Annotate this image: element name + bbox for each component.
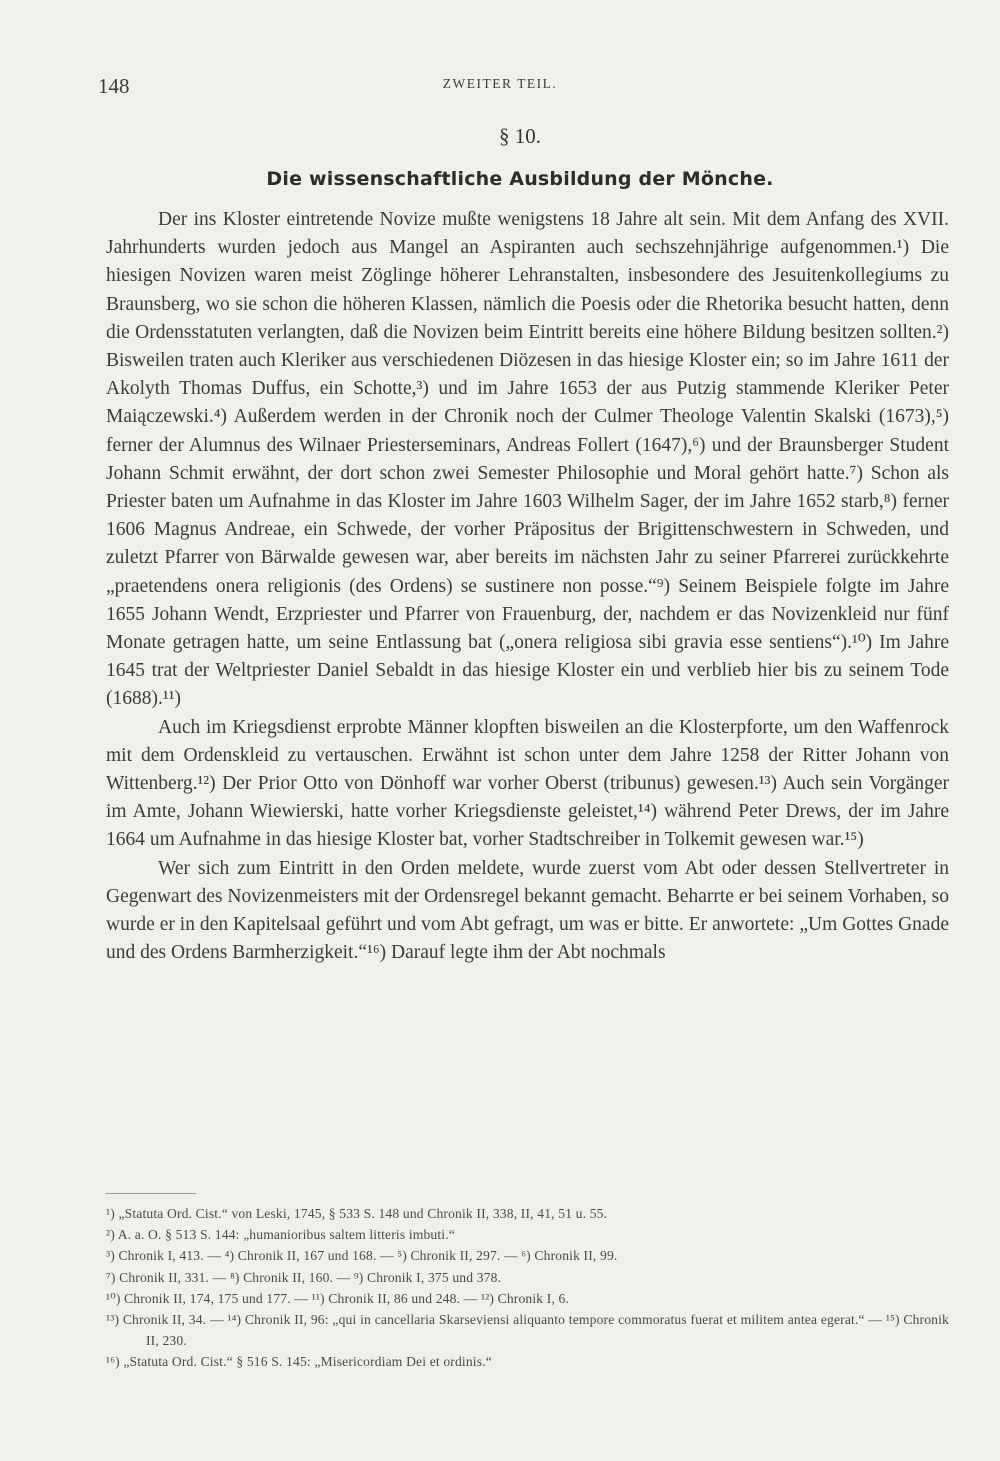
body-text	[106, 206, 949, 967]
footnote-divider	[106, 1193, 196, 1194]
footnote	[106, 1224, 949, 1245]
footnote	[106, 1245, 949, 1266]
footnote-text: ⁷) Chronik II, 331. — ⁸) Chronik II, 160. — ⁹) Chronik I, 375 und 378.	[106, 1269, 502, 1285]
footnote-text: ¹) „Statuta Ord. Cist.“ von Leski, 1745, § 533 S. 148 und Chronik II, 338, II, 41, 51 u. 55.	[106, 1206, 608, 1221]
footnote	[106, 1288, 949, 1309]
footnote-text: ¹³) Chronik II, 34. — ¹⁴) Chronik II, 96: „qui in cancellaria Skarseviensi aliquanto tempore commoratus fuerat et militem antea egerat.“ — ¹⁵) Chronik II, 230.	[106, 1312, 949, 1349]
footnote	[106, 1351, 949, 1372]
footnote-text: ¹⁶) „Statuta Ord. Cist.“ § 516 S. 145: „Misericordiam Dei et ordinis.“	[106, 1354, 492, 1370]
footnote-text: ¹⁰) Chronik II, 174, 175 und 177. — ¹¹) Chronik II, 86 und 248. — ¹²) Chronik I, 6.	[106, 1290, 570, 1306]
page-number: 148	[98, 74, 130, 98]
paragraph: Auch im Kriegsdienst erprobte Männer klopften bisweilen an die Klosterpforte, um den Waffenrock mit dem Ordenskleid zu vertauschen. Erwähnt ist schon unter dem Jahre 1258 der Ritter Johann von Wittenberg.¹²) Der Prior Otto von Dönhoff war vorher Oberst (tribunus) gewesen.¹³) Auch sein Vorgänger im Amte, Johann Wiewierski, hatte vorher Kriegsdienste geleistet,¹⁴) während Peter Drews, der im Jahre 1664 um Aufnahme in das hiesige Kloster bat, vorher Stadtschreiber in Tolkemit gewesen war.¹⁵)	[106, 716, 949, 851]
paragraph: Der ins Kloster eintretende Novize mußte wenigstens 18 Jahre alt sein. Mit dem Anfang des XVII. Jahrhunderts wurden jedoch aus Mangel an Aspiranten auch sechszehnjährige aufgenommen.¹) Die hiesigen Novizen waren meist Zöglinge höherer Lehranstalten, insbesondere des Jesuitenkollegiums zu Braunsberg, wo sie schon die höheren Klassen, nämlich die Poesis oder die Rhetorika besucht hatten, denn die Ordensstatuten verlangten, daß die Novizen beim Eintritt bereits eine höhere Bildung besitzen sollten.²) Bisweilen traten auch Kleriker aus verschiedenen Diözesen in das hiesige Kloster ein; so im Jahre 1611 der Akolyth Thomas Duffus, ein Schotte,³) und im Jahre 1653 der aus Putzig stammende Kleriker Peter Maiączewski.⁴) Außerdem werden in der Chronik noch der Culmer Theologe Valentin Skalski (1673),⁵) ferner der Alumnus des Wilnaer Priesterseminars, Andreas Follert (1647),⁶) und der Braunsberger Student Johann Schmit erwähnt, der dort schon zwei Semester Philosophie und Moral gehört hatte.⁷) Schon als Priester baten um Aufnahme in das Kloster im Jahre 1603 Wilhelm Sager, der im Jahre 1652 starb,⁸) ferner 1606 Magnus Andreae, ein Schwede, der vorher Präpositus der Brigittenschwestern in Schweden, und zuletzt Pfarrer von Bärwalde gewesen war, aber bereits im nächsten Jahr zu seiner Pfarrerei zurückkehrte „praetendens onera religionis (des Ordens) se sustinere non posse.“⁹) Seinem Beispiele folgte im Jahre 1655 Johann Wendt, Erzpriester und Pfarrer von Frauenburg, der, nachdem er das Novizenkleid nur fünf Monate getragen hatte, um seine Entlassung bat („onera religiosa sibi gravia esse sentiens“).¹⁰) Im Jahre 1645 trat der Weltpriester Daniel Sebaldt in das hiesige Kloster ein und verblieb hier bis zu seinem Tode (1688).¹¹)	[106, 209, 949, 710]
footnote	[106, 1203, 949, 1224]
footnote-text: ²) A. a. O. § 513 S. 144: „humanioribus saltem litteris imbuti.“	[106, 1227, 455, 1243]
running-title: ZWEITER TEIL.	[442, 76, 558, 91]
section-number: § 10.	[499, 124, 541, 148]
footnote	[106, 1309, 949, 1351]
footnote	[106, 1267, 949, 1288]
section-title: Die wissenschaftliche Ausbildung der Mönche.	[266, 168, 774, 190]
footnotes	[106, 1203, 949, 1373]
paragraph: Wer sich zum Eintritt in den Orden meldete, wurde zuerst vom Abt oder dessen Stellvertreter in Gegenwart des Novizenmeisters mit der Ordensregel bekannt gemacht. Beharrte er bei seinem Vorhaben, so wurde er in den Kapitelsaal geführt und vom Abt gefragt, um was er bitte. Er anwortete: „Um Gottes Gnade und des Ordens Barmherzigkeit.“¹⁶) Darauf legte ihm der Abt nochmals	[106, 857, 949, 964]
footnote-text: ³) Chronik I, 413. — ⁴) Chronik II, 167 und 168. — ⁵) Chronik II, 297. — ⁶) Chronik II, 99.	[106, 1248, 618, 1264]
